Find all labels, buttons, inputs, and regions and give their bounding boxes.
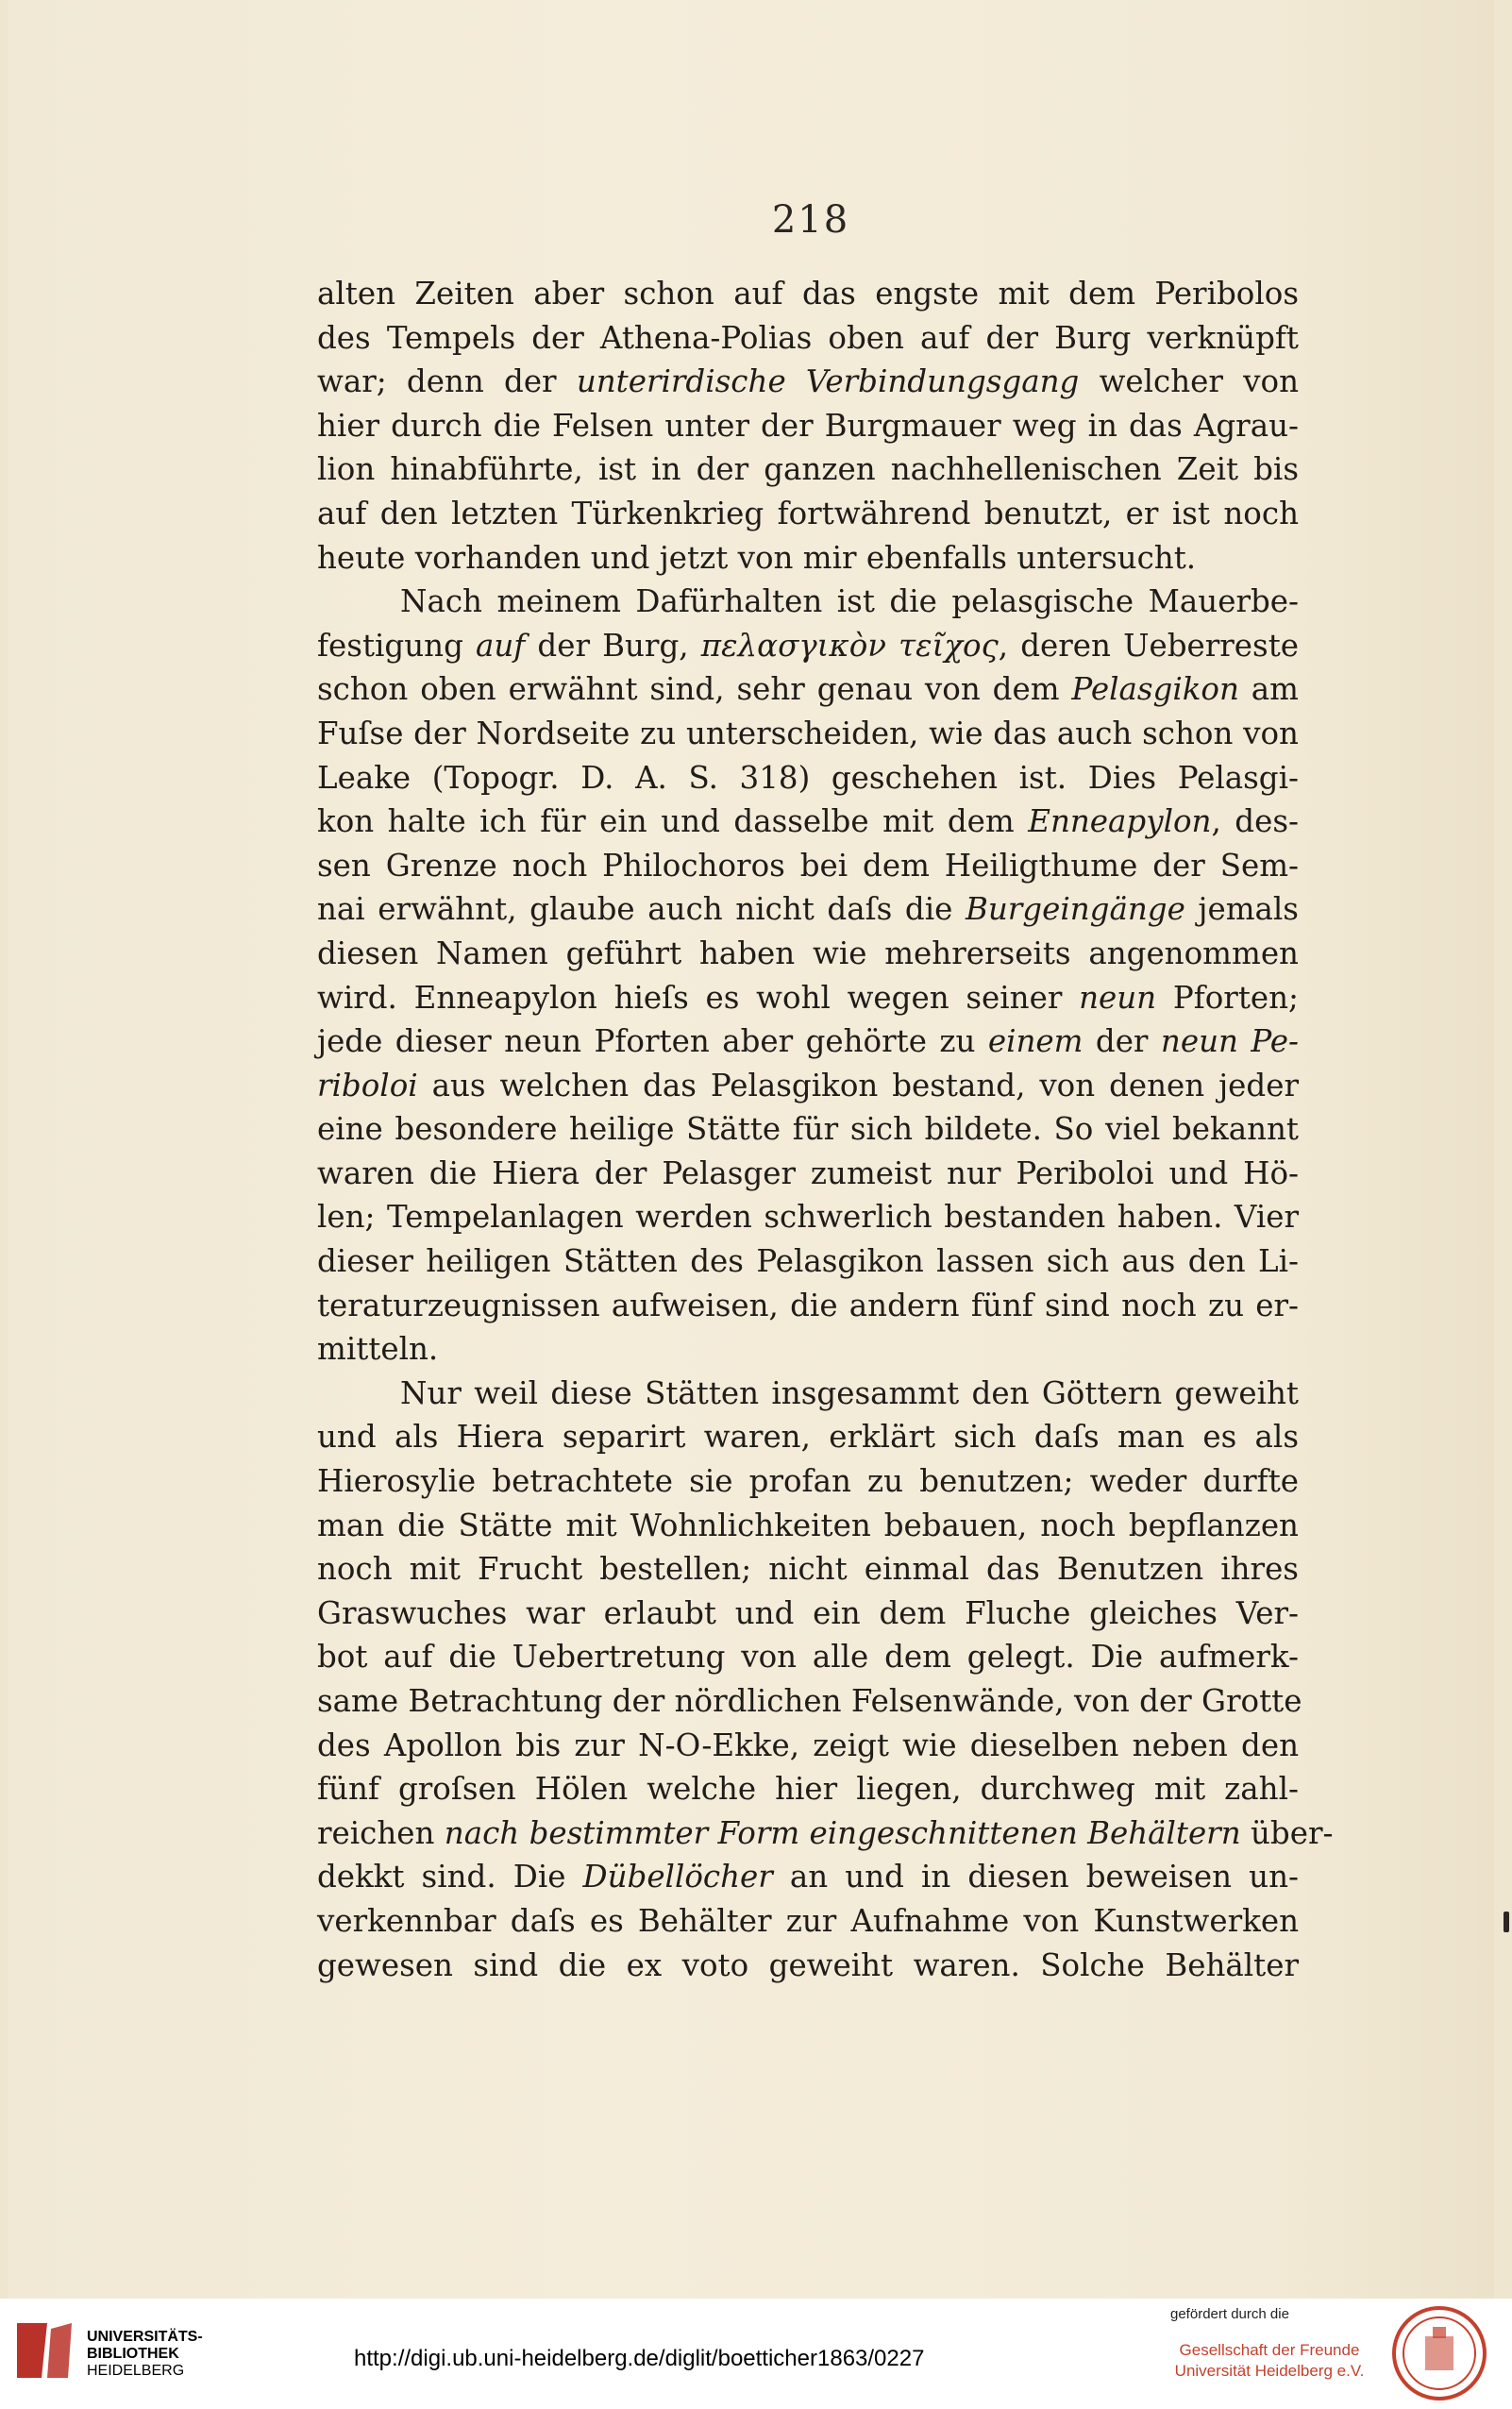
text-run: des Tempels der Athena-Polias oben auf der Burg verknüpft: [317, 319, 1299, 356]
text-run: diesen Namen geführt haben wie mehrerseits angenommen: [317, 935, 1299, 971]
text-run: der: [1083, 1023, 1161, 1060]
text-line: [317, 1372, 1299, 1416]
text-line: [317, 887, 1299, 932]
margin-mark: [1504, 1912, 1509, 1932]
text-line: [317, 1327, 1299, 1372]
emphasized-text: Pelasgikon: [1071, 671, 1239, 708]
text-run: wird. Enneapylon hieſs es wohl wegen seiner: [317, 979, 1080, 1016]
text-line: [317, 1152, 1299, 1196]
text-run: , deren Ueberreste: [998, 627, 1300, 664]
text-run: man die Stätte mit Wohnlichkeiten bebauen, noch bepflanzen: [317, 1507, 1299, 1543]
text-run: und als Hiera separirt waren, erklärt sich daſs man es als: [317, 1419, 1299, 1456]
text-line: [317, 1811, 1334, 1856]
text-run: heute vorhanden und jetzt von mir ebenfalls untersucht.: [317, 539, 1197, 576]
text-run: welcher von: [1079, 363, 1299, 400]
text-run: über-: [1240, 1814, 1334, 1851]
library-name-line: UNIVERSITÄTS-: [87, 2329, 203, 2345]
text-run: aus welchen das Pelasgikon bestand, von denen jeder: [417, 1067, 1299, 1103]
text-run: festigung: [317, 627, 476, 664]
text-line: [317, 404, 1299, 448]
text-run: Graswuches war erlaubt und ein dem Fluche gleiches Ver-: [317, 1594, 1299, 1631]
text-line: [317, 1767, 1299, 1811]
text-line: [317, 1635, 1299, 1679]
text-line: [317, 800, 1299, 844]
text-line: [317, 447, 1299, 492]
text-line: [317, 1195, 1299, 1239]
text-run: dekkt sind. Die: [317, 1859, 583, 1895]
sponsor-prefix: gefördert durch die: [1170, 2306, 1289, 2322]
book-page: [8, 0, 1494, 2299]
text-run: eine besondere heilige Stätte für sich bildete. So viel bekannt: [317, 1111, 1299, 1148]
text-run: war; denn der: [317, 363, 577, 400]
text-line: [317, 1899, 1299, 1944]
text-run: gewesen sind die ex voto geweiht waren. Solche Behälter: [317, 1946, 1299, 1983]
emphasized-text: neun: [1079, 979, 1157, 1016]
library-name: [87, 2329, 203, 2380]
permalink-url[interactable]: http://digi.ub.uni-heidelberg.de/diglit/boetticher1863/0227: [354, 2346, 925, 2371]
text-line: [317, 756, 1299, 800]
emphasized-text: Dübellöcher: [582, 1859, 773, 1895]
text-run: Leake (Topogr. D. A. S. 318) geschehen ist. Dies Pelasgi-: [317, 759, 1299, 796]
emphasized-text: nach bestimmter Form eingeschnittenen Behältern: [444, 1814, 1241, 1851]
text-run: noch mit Frucht bestellen; nicht einmal das Benutzen ihres: [317, 1551, 1299, 1588]
text-line: [317, 1459, 1299, 1504]
text-line: [317, 1547, 1299, 1592]
text-run: alten Zeiten aber schon auf das engste mit dem Peribolos: [317, 276, 1299, 312]
text-line: [317, 1724, 1299, 1768]
text-line: [317, 1064, 1299, 1108]
text-run: reichen: [317, 1814, 445, 1851]
text-run: jede dieser neun Pforten aber gehörte zu: [317, 1023, 988, 1060]
library-name-line: HEIDELBERG: [87, 2363, 185, 2379]
text-run: verkennbar daſs es Behälter zur Aufnahme von Kunstwerken: [317, 1902, 1299, 1939]
text-run: same Betrachtung der nördlichen Felsenwände, von der Grotte: [317, 1683, 1302, 1719]
emphasized-text: unterirdische Verbindungsgang: [576, 363, 1080, 400]
emphasized-text: neun Pe-: [1160, 1023, 1299, 1060]
text-line: [317, 316, 1299, 361]
text-run: am: [1238, 671, 1299, 708]
text-line: [317, 1415, 1299, 1459]
text-run: Nach meinem Dafürhalten ist die pelasgische Mauerbe-: [400, 583, 1299, 620]
text-run: auf den letzten Türkenkrieg fortwährend benutzt, er ist noch: [317, 495, 1299, 531]
text-run: , des-: [1211, 803, 1300, 840]
university-library-logo-icon: [13, 2319, 76, 2382]
text-line: [317, 1019, 1299, 1064]
text-line: [317, 712, 1299, 756]
text-line: [317, 1239, 1299, 1284]
page-number: 218: [771, 198, 850, 242]
emphasized-text: riboloi: [317, 1067, 418, 1103]
text-line: [317, 1107, 1299, 1152]
text-run: schon oben erwähnt sind, sehr genau von dem: [317, 671, 1072, 708]
text-run: kon halte ich für ein und dasselbe mit dem: [317, 803, 1029, 840]
text-run: lion hinabführte, ist in der ganzen nachhellenischen Zeit bis: [317, 451, 1299, 488]
text-line: [317, 1679, 1302, 1724]
text-run: hier durch die Felsen unter der Burgmauer weg in das Agrau-: [317, 407, 1299, 444]
text-line: [317, 580, 1299, 624]
text-line: [317, 272, 1299, 316]
text-line: [317, 667, 1299, 712]
text-line: [317, 1944, 1299, 1988]
emphasized-text: auf: [475, 627, 526, 664]
text-run: mitteln.: [317, 1331, 439, 1368]
text-run: teraturzeugnissen aufweisen, die andern fünf sind noch zu er-: [317, 1287, 1299, 1323]
text-run: des Apollon bis zur N-O-Ekke, zeigt wie dieselben neben den: [317, 1727, 1299, 1763]
text-run: an und in diesen beweisen un-: [772, 1859, 1299, 1895]
text-line: [317, 844, 1299, 888]
text-line: [317, 360, 1299, 404]
emphasized-text: πελασγικὸν τεῖχος: [700, 627, 999, 664]
text-run: nai erwähnt, glaube auch nicht daſs die: [317, 891, 966, 928]
library-name-line: BIBLIOTHEK: [87, 2346, 179, 2362]
text-line: [317, 624, 1299, 668]
text-run: jemals: [1184, 891, 1299, 928]
text-line: [317, 492, 1299, 536]
text-run: sen Grenze noch Philochoros bei dem Heiligthume der Sem-: [317, 847, 1299, 884]
text-line: [317, 932, 1299, 976]
text-run: Pforten;: [1156, 979, 1299, 1016]
text-line: [317, 1592, 1299, 1636]
text-run: len; Tempelanlagen werden schwerlich bestanden haben. Vier: [317, 1199, 1299, 1236]
text-line: [317, 1504, 1299, 1548]
sponsor-name-line: Universität Heidelberg e.V.: [1174, 2362, 1365, 2380]
text-run: Nur weil diese Stätten insgesammt den Göttern geweiht: [400, 1374, 1299, 1411]
emphasized-text: Burgeingänge: [965, 891, 1185, 928]
emphasized-text: einem: [987, 1023, 1084, 1060]
sponsor-name: [1170, 2340, 1369, 2382]
text-run: dieser heiligen Stätten des Pelasgikon lassen sich aus den Li-: [317, 1243, 1299, 1280]
text-line: [317, 1855, 1299, 1899]
text-run: fünf groſsen Hölen welche hier liegen, durchweg mit zahl-: [317, 1771, 1299, 1808]
emphasized-text: Enneapylon: [1028, 803, 1212, 840]
footer-bar: [0, 2299, 1512, 2409]
text-run: waren die Hiera der Pelasger zumeist nur Periboloi und Hö-: [317, 1154, 1299, 1191]
text-run: Hierosylie betrachtete sie profan zu benutzen; weder durfte: [317, 1463, 1299, 1500]
university-seal-icon: [1387, 2304, 1491, 2403]
text-line: [317, 976, 1299, 1020]
text-run: der Burg,: [525, 627, 701, 664]
sponsor-name-line: Gesellschaft der Freunde: [1179, 2341, 1360, 2359]
text-line: [317, 1284, 1299, 1328]
text-line: [317, 536, 1299, 581]
text-run: Fuſse der Nordseite zu unterscheiden, wie das auch schon von: [317, 715, 1299, 751]
body-text: [317, 272, 1334, 1987]
text-run: bot auf die Uebertretung von alle dem gelegt. Die aufmerk-: [317, 1639, 1299, 1676]
